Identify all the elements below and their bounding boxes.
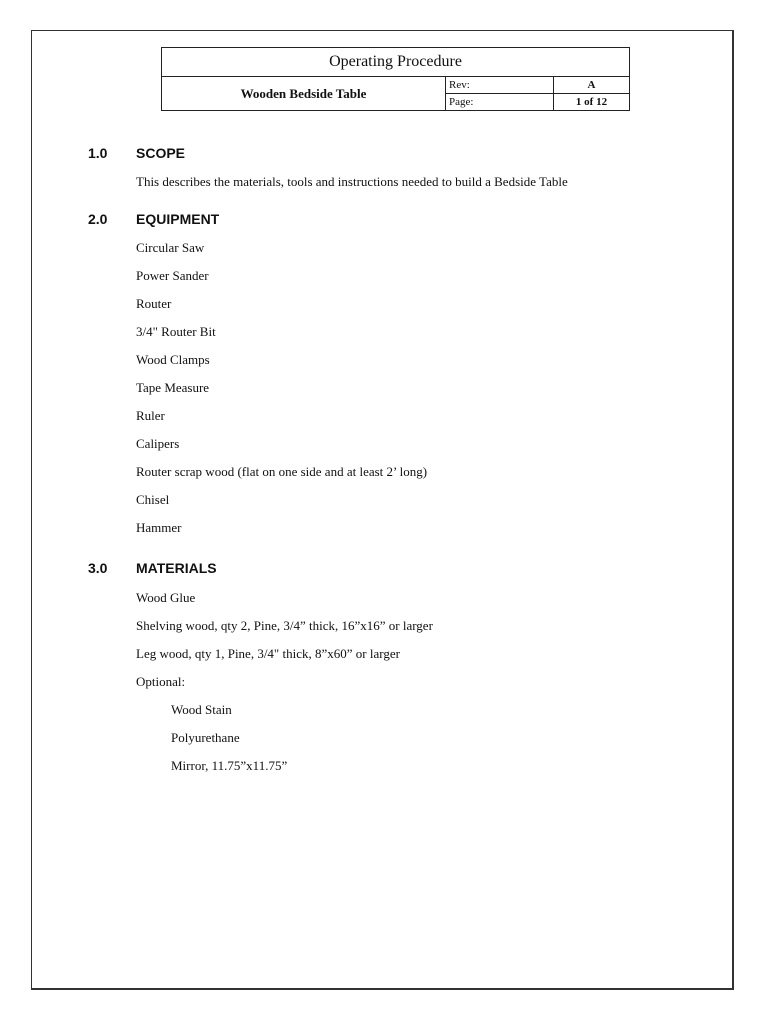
- section-number: 1.0: [88, 145, 108, 161]
- document-title: Operating Procedure: [162, 48, 630, 77]
- optional-item: Wood Stain: [171, 702, 232, 717]
- page-label: Page:: [446, 94, 554, 111]
- section-title-equipment: EQUIPMENT: [136, 211, 220, 227]
- page-value: 1 of 12: [554, 94, 630, 111]
- rev-value: A: [554, 77, 630, 94]
- equipment-item: Power Sander: [136, 268, 209, 283]
- section-title-scope: SCOPE: [136, 145, 186, 161]
- section-number: 2.0: [88, 211, 108, 227]
- optional-item: Mirror, 11.75”x11.75”: [171, 758, 288, 773]
- rev-label: Rev:: [446, 77, 554, 94]
- scope-text: This describes the materials, tools and instructions needed to build a Bedside Table: [136, 174, 568, 189]
- equipment-item: Tape Measure: [136, 380, 210, 395]
- materials-item: Wood Glue: [136, 590, 196, 605]
- equipment-item: Router: [136, 296, 172, 311]
- document-subject: Wooden Bedside Table: [162, 77, 446, 111]
- optional-label: Optional:: [136, 674, 186, 689]
- document-header-table: [161, 47, 630, 111]
- section-number: 3.0: [88, 560, 108, 576]
- equipment-item: Ruler: [136, 408, 165, 423]
- optional-item: Polyurethane: [171, 730, 240, 745]
- equipment-item: Wood Clamps: [136, 352, 210, 367]
- materials-item: Shelving wood, qty 2, Pine, 3/4” thick, 16”x16” or larger: [136, 618, 433, 633]
- equipment-item: Calipers: [136, 436, 180, 451]
- equipment-item: Hammer: [136, 520, 182, 535]
- equipment-item: Circular Saw: [136, 240, 205, 255]
- equipment-item: 3/4" Router Bit: [136, 324, 216, 339]
- equipment-item: Router scrap wood (flat on one side and at least 2’ long): [136, 464, 428, 479]
- equipment-item: Chisel: [136, 492, 170, 507]
- section-title-materials: MATERIALS: [136, 560, 217, 576]
- materials-item: Leg wood, qty 1, Pine, 3/4" thick, 8”x60” or larger: [136, 646, 400, 661]
